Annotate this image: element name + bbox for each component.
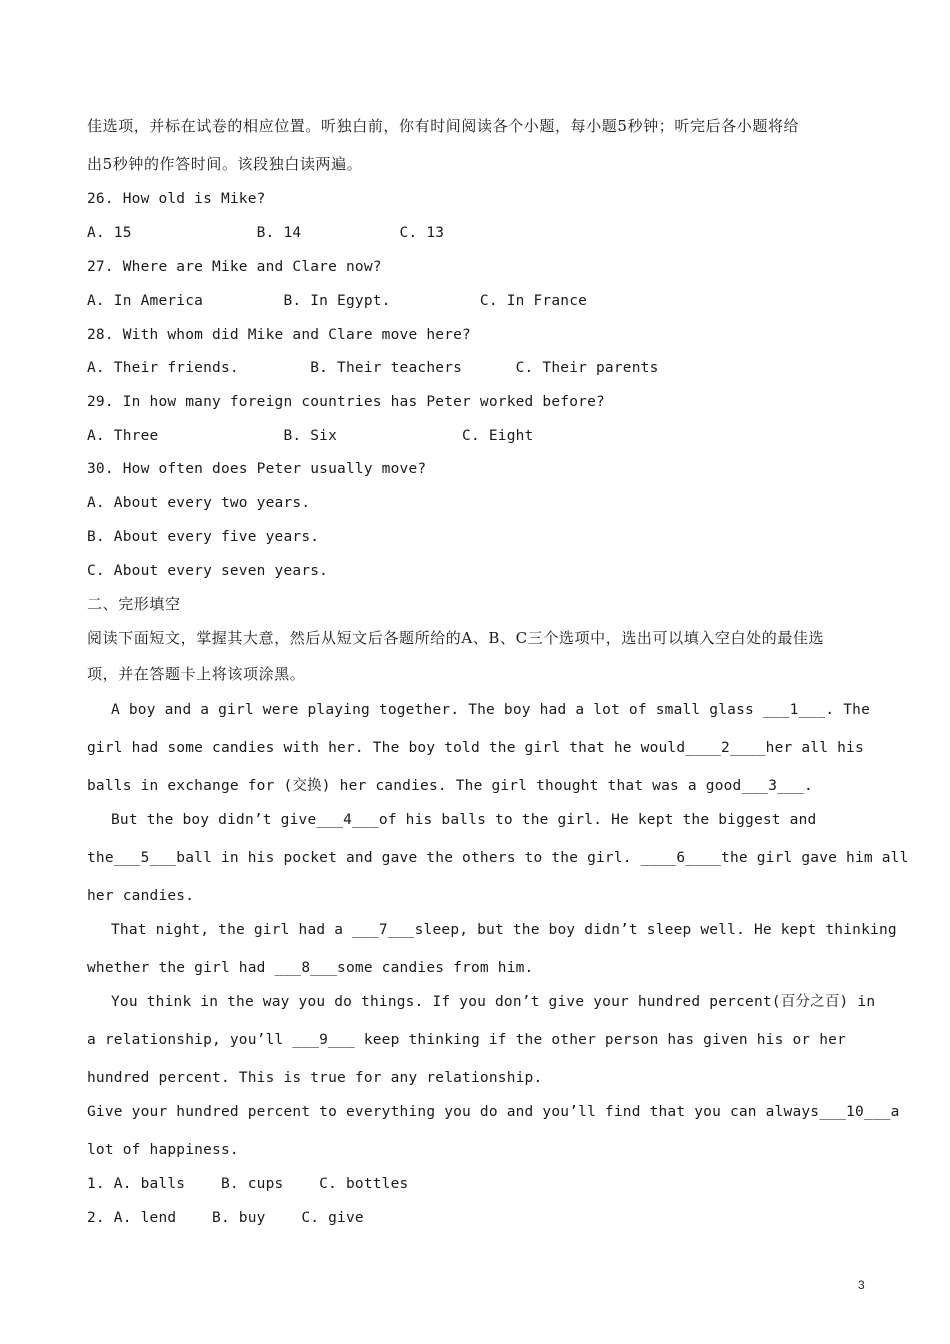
cloze-instruction-2: 项，并在答题卡上将该项涂黑。 xyxy=(87,665,306,683)
cloze-question-1: 1. A. balls B. cups C. bottles xyxy=(87,1176,409,1192)
question-30: 30. How often does Peter usually move? xyxy=(87,461,427,477)
passage-line: a relationship, you’ll ___9___ keep thinking if the other person has given his or her xyxy=(87,1032,847,1048)
passage-line: lot of happiness. xyxy=(87,1142,239,1158)
passage-line: whether the girl had ___8___some candies from him. xyxy=(87,960,534,976)
question-29: 29. In how many foreign countries has Peter worked before? xyxy=(87,394,605,410)
question-28: 28. With whom did Mike and Clare move here? xyxy=(87,327,471,343)
passage-line: Give your hundred percent to everything you do and you’ll find that you can always___10___a xyxy=(87,1104,900,1120)
page-number: 3 xyxy=(858,1278,865,1292)
question-26: 26. How old is Mike? xyxy=(87,191,266,207)
passage-line: girl had some candies with her. The boy told the girl that he would____2____her all his xyxy=(87,740,864,756)
cloze-question-2: 2. A. lend B. buy C. give xyxy=(87,1210,364,1226)
passage-line: You think in the way you do things. If you don’t give your hundred percent(百分之百) in xyxy=(111,994,876,1010)
passage-line: the___5___ball in his pocket and gave the others to the girl. ____6____the girl gave him all xyxy=(87,850,909,866)
cloze-instruction-1: 阅读下面短文，掌握其大意，然后从短文后各题所给的A、B、C三个选项中，选出可以填入空白处的最佳选 xyxy=(87,629,825,647)
question-28-options: A. Their friends. B. Their teachers C. Their parents xyxy=(87,360,659,376)
question-30-option-c: C. About every seven years. xyxy=(87,563,329,579)
question-30-option-a: A. About every two years. xyxy=(87,495,311,511)
section-heading: 二、完形填空 xyxy=(87,595,181,613)
document-page xyxy=(87,0,909,1344)
question-30-option-b: B. About every five years. xyxy=(87,529,320,545)
intro-line-2: 出5秒钟的作答时间。该段独白读两遍。 xyxy=(87,155,363,173)
passage-line: balls in exchange for (交换) her candies. The girl thought that was a good___3___. xyxy=(87,778,813,794)
passage-line: hundred percent. This is true for any relationship. xyxy=(87,1070,543,1086)
question-27-options: A. In America B. In Egypt. C. In France xyxy=(87,293,588,309)
question-26-options: A. 15 B. 14 C. 13 xyxy=(87,225,445,241)
question-29-options: A. Three B. Six C. Eight xyxy=(87,428,534,444)
question-27: 27. Where are Mike and Clare now? xyxy=(87,259,382,275)
intro-line-1: 佳选项，并标在试卷的相应位置。听独白前，你有时间阅读各个小题，每小题5秒钟；听完后各小题将给 xyxy=(87,117,800,135)
passage-line: her candies. xyxy=(87,888,195,904)
passage-line: That night, the girl had a ___7___sleep, but the boy didn’t sleep well. He kept thinking xyxy=(111,922,897,938)
passage-line: But the boy didn’t give___4___of his balls to the girl. He kept the biggest and xyxy=(111,812,817,828)
passage-line: A boy and a girl were playing together. The boy had a lot of small glass ___1___. The xyxy=(111,702,871,718)
